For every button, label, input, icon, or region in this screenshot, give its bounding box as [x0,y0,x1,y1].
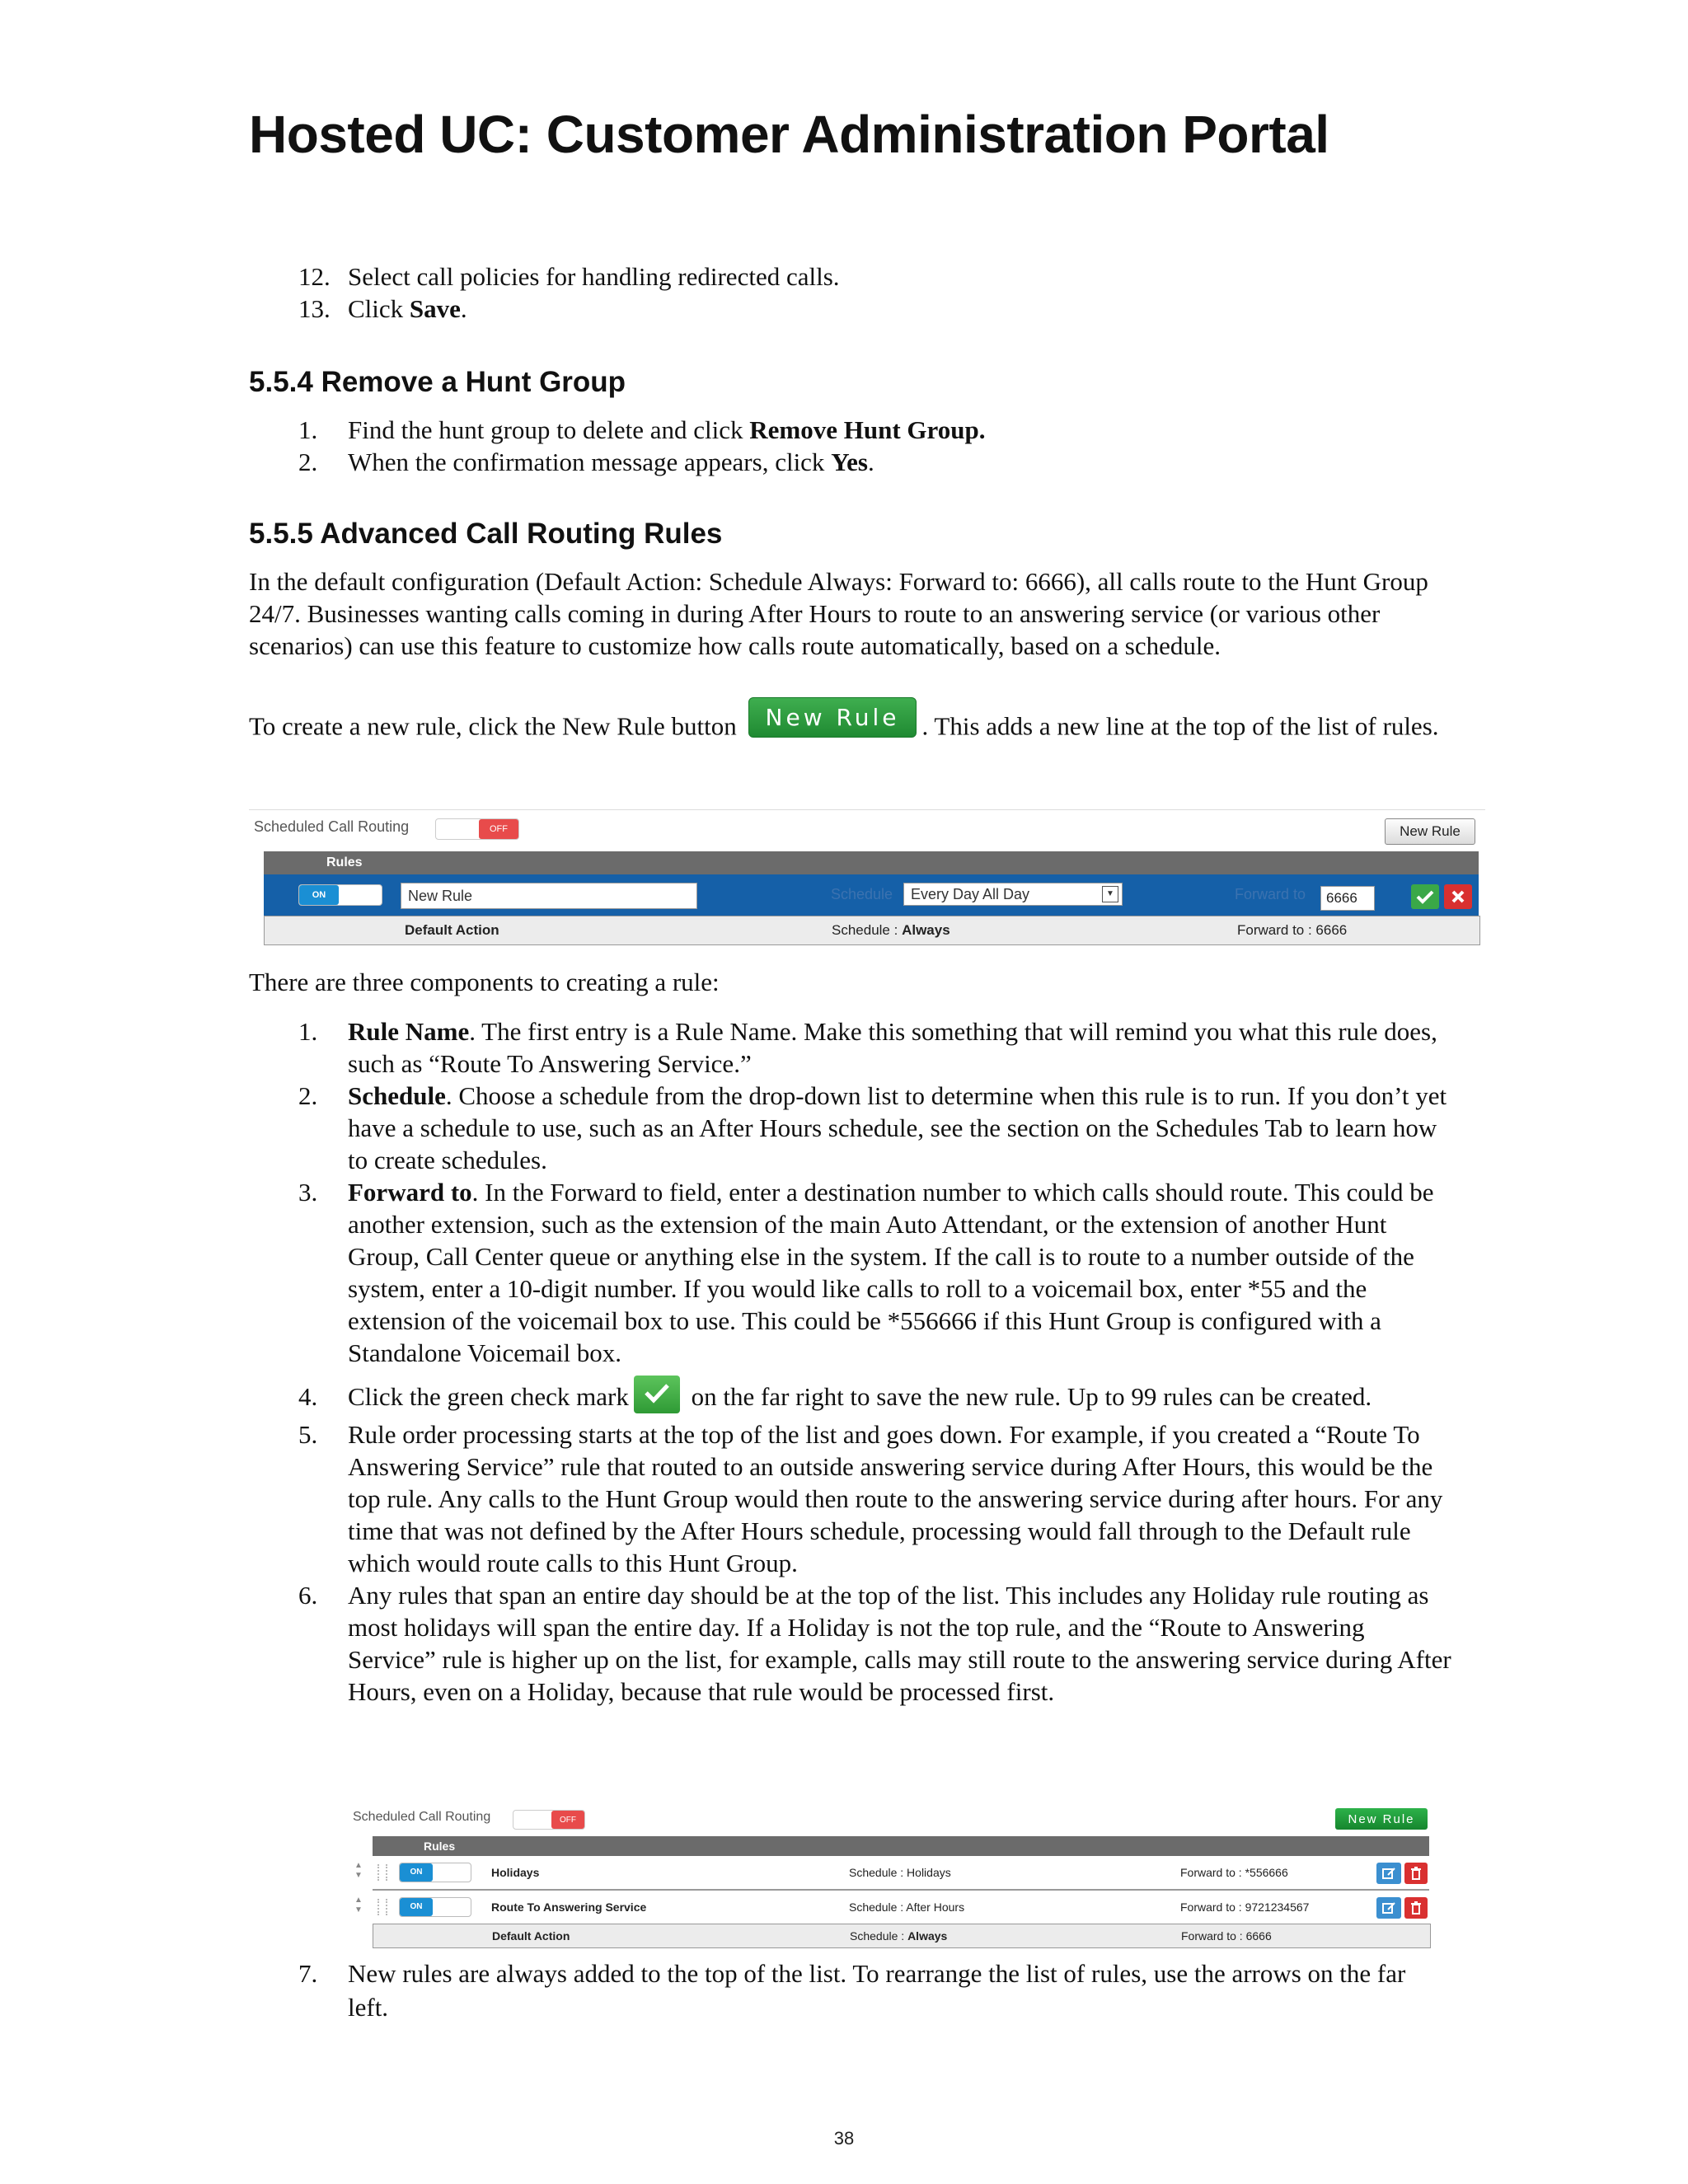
move-arrows[interactable] [354,1891,363,1915]
list-item: 5. Rule order processing starts at the top of the list and goes down. For example, if you created a “Route To Answering Service” rule that routed to an outside answering service during After Hours, this would be the top rule. Any calls to the Hunt Group would then route to the answering service during after hours. For any time that was not defined by the After Hours schedule, processing would fall through to the Default rule which would route calls to this Hunt Group. [298,1420,1443,1577]
drag-handle-icon[interactable] [377,1899,387,1915]
delete-button[interactable] [1404,1897,1428,1919]
edit-icon [1381,1901,1396,1915]
list-item: 2. When the confirmation message appears, click Yes. [298,448,874,476]
page-number: 38 [833,2128,855,2149]
section-heading-remove-hunt-group: 5.5.4 Remove a Hunt Group [249,366,626,398]
delete-button[interactable] [1404,1863,1428,1884]
steps-top-list [249,260,1485,325]
list-item: 4. Click the green check mark on the far right to save the new rule. Up to 99 rules can be created. [249,1380,1452,1418]
list-item: 3. Forward to. In the Forward to field, enter a destination number to which calls should route. This could be another extension, such as the extension of the main Auto Attendant, or the extension of another Hunt Group, Call Center queue or anything else in the system. If the call is to route to a number outside of the system, enter a 10-digit number. If you would like calls to roll to a voicemail box, enter *55 and the extension of the voicemail box to use. This could be *556666 if this Hunt Group is configured with a Standalone Voicemail box. [298,1178,1434,1367]
arrow-up-icon[interactable]: ▲ [354,1896,363,1905]
default-action-row: Default Action Schedule : Always Forward to : 6666 [264,916,1480,945]
edit-button[interactable] [1376,1897,1401,1919]
arrow-down-icon[interactable]: ▼ [354,1905,363,1915]
rule-on-toggle[interactable]: ON [298,884,382,906]
close-icon [1451,889,1465,904]
list-item: 13. Click Save. [298,294,467,323]
edit-button[interactable] [1376,1863,1401,1884]
list-item: 12. Select call policies for handling redirected calls. [298,262,840,291]
rule-row-answering-service: ▲ ▼ ON Route To Answering Service Schedule : After Hours Forward to : 9721234567 [348,1891,1429,1924]
list-item: 2. Schedule. Choose a schedule from the drop-down list to determine when this rule is to run. If you don’t yet have a schedule to use, such as an After Hours schedule, see the section on the Schedules Tab to learn how to create schedules. [298,1081,1447,1174]
check-icon [1416,889,1434,904]
new-rule-button[interactable]: New Rule [1385,818,1475,845]
components-list [249,1015,1452,1708]
rule-name-input[interactable]: New Rule [401,883,697,909]
chevron-down-icon: ▼ [1102,886,1118,902]
section-heading-advanced-routing: 5.5.5 Advanced Call Routing Rules [249,518,723,550]
create-rule-paragraph: To create a new rule, click the New Rule button New Rule . This adds a new line at the top of the list of rules. [249,709,1452,749]
schedule-label: Schedule [831,886,893,902]
list-item: 1. Rule Name. The first entry is a Rule Name. Make this something that will remind you what this rule does, such as “Route To Answering Service.” [298,1017,1437,1078]
new-rule-button[interactable]: New Rule [1335,1808,1428,1830]
list-item: 1. Find the hunt group to delete and click Remove Hunt Group. [298,415,986,444]
list-item: 6. Any rules that span an entire day should be at the top of the list. This includes any Holiday rule routing as most holidays will span the entire day. If a Holiday is not the top rule, and the “Route to Answering Service” rule is higher up on the list, for example, calls may still route to the answering service during After Hours, even on a Holiday, because that rule would be processed first. [298,1581,1451,1706]
arrow-up-icon[interactable]: ▲ [354,1861,363,1870]
screenshot-new-rule [249,809,1485,950]
list-item: 7. New rules are always added to the top of the list. To rearrange the list of rules, use the arrows on the far left. [298,1959,1406,2022]
rules-header: Rules [264,851,1479,874]
page-title: Hosted UC: Customer Administration Portal [249,105,1329,164]
rules-header: Rules [373,1836,1429,1856]
arrow-down-icon[interactable]: ▼ [354,1871,363,1880]
save-check-button[interactable] [1411,884,1439,909]
scheduled-call-routing-label: Scheduled Call Routing [254,818,410,835]
rule-row-holidays: ▲ ▼ ON Holidays Schedule : Holidays Forward to : *556666 [348,1856,1429,1889]
new-rule-button-inline: New Rule [748,697,917,738]
routing-toggle[interactable]: OFF [435,818,519,840]
new-rule-row [264,874,1479,916]
rule-on-toggle[interactable]: ON [399,1897,471,1917]
schedule-select[interactable]: Every Day All Day ▼ [903,883,1123,906]
scheduled-call-routing-label: Scheduled Call Routing [353,1810,491,1824]
drag-handle-icon[interactable] [377,1864,387,1881]
edit-icon [1381,1867,1396,1880]
move-arrows[interactable] [354,1856,363,1881]
forward-input[interactable]: 6666 [1320,886,1375,911]
default-action-row: Default Action Schedule : Always Forward to : 6666 [373,1924,1431,1948]
intro-paragraph: In the default configuration (Default Action: Schedule Always: Forward to: 6666), all calls route to the Hunt Group 24/7. Businesses wanting calls coming in during After Hours to route to an answering service (or various other scenarios) can use this feature to customize how calls route automatically, based on a schedule. [249,567,1428,660]
check-icon [634,1376,680,1413]
three-components-text: There are three components to creating a rule: [249,968,720,996]
trash-icon [1410,1901,1422,1915]
forward-label: Forward to [1235,886,1306,902]
remove-steps-list [249,414,1485,478]
rule-on-toggle[interactable]: ON [399,1863,471,1882]
screenshot-rules-list [348,1807,1436,1957]
components-list-continued [249,1957,1452,2024]
routing-toggle[interactable]: OFF [513,1810,585,1830]
cancel-x-button[interactable] [1444,884,1472,909]
trash-icon [1410,1867,1422,1880]
